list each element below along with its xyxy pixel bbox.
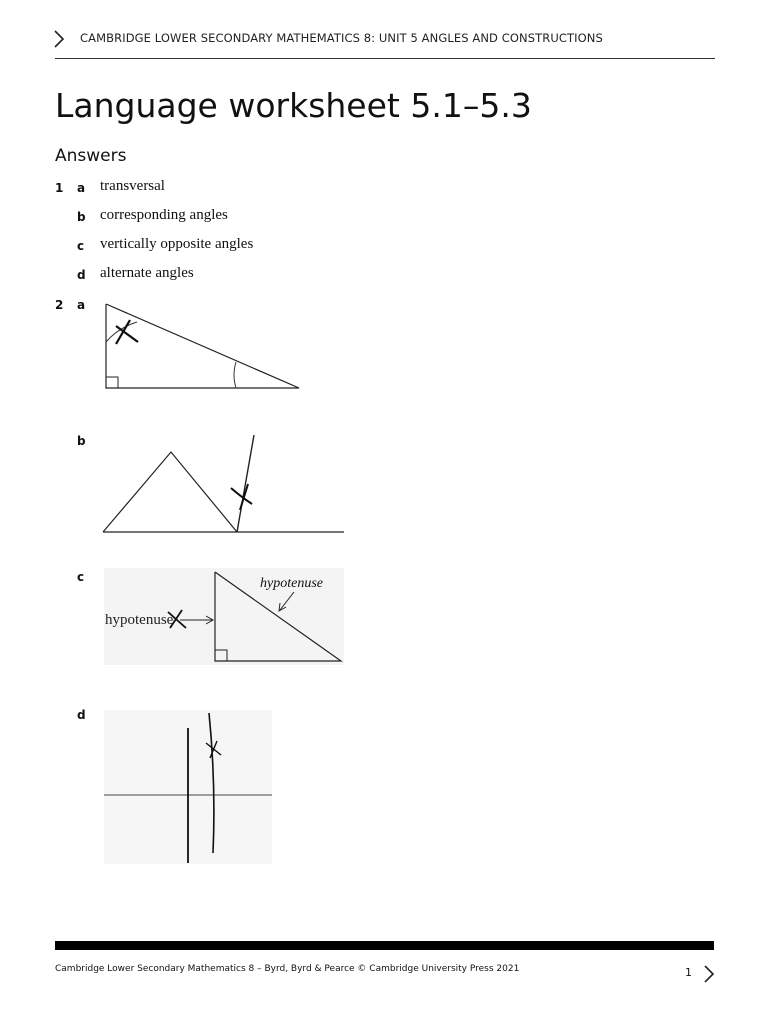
page-number: 1	[685, 966, 692, 979]
question-1b-letter: b	[77, 210, 86, 224]
diagram-2d-parallel-lines	[100, 708, 275, 866]
question-1-number: 1	[55, 181, 64, 195]
diagram-2c-hypotenuse	[100, 568, 350, 668]
diagram-2a-right-triangle	[100, 300, 310, 395]
question-2d-letter: d	[77, 708, 86, 722]
question-1c-letter: c	[77, 239, 85, 253]
question-1a-answer: transversal	[100, 178, 165, 194]
header-chevron-icon	[52, 29, 66, 49]
hypotenuse-label-left: hypotenuse	[105, 612, 174, 628]
footer-chevron-icon[interactable]	[703, 964, 715, 984]
question-2a-letter: a	[77, 298, 86, 312]
question-2-number: 2	[55, 298, 64, 312]
header-title: CAMBRIDGE LOWER SECONDARY MATHEMATICS 8: UNIT 5 ANGLES AND CONSTRUCTIONS	[80, 31, 603, 45]
hypotenuse-label-right: hypotenuse	[260, 576, 323, 591]
question-1d-answer: alternate angles	[100, 265, 194, 281]
question-2c-letter: c	[77, 570, 85, 584]
question-1b-answer: corresponding angles	[100, 207, 228, 223]
page-title: Language worksheet 5.1–5.3	[55, 86, 532, 125]
question-1c-answer: vertically opposite angles	[100, 236, 254, 252]
section-subtitle: Answers	[55, 146, 127, 166]
diagram-2b-triangle-bisector	[100, 432, 350, 537]
question-2b-letter: b	[77, 434, 86, 448]
footer-bar	[55, 941, 714, 950]
question-1d-letter: d	[77, 268, 86, 282]
header-divider	[55, 58, 715, 59]
footer-copyright: Cambridge Lower Secondary Mathematics 8 – Byrd, Byrd & Pearce © Cambridge University Press 2021	[55, 964, 520, 974]
question-1a-letter: a	[77, 181, 86, 195]
